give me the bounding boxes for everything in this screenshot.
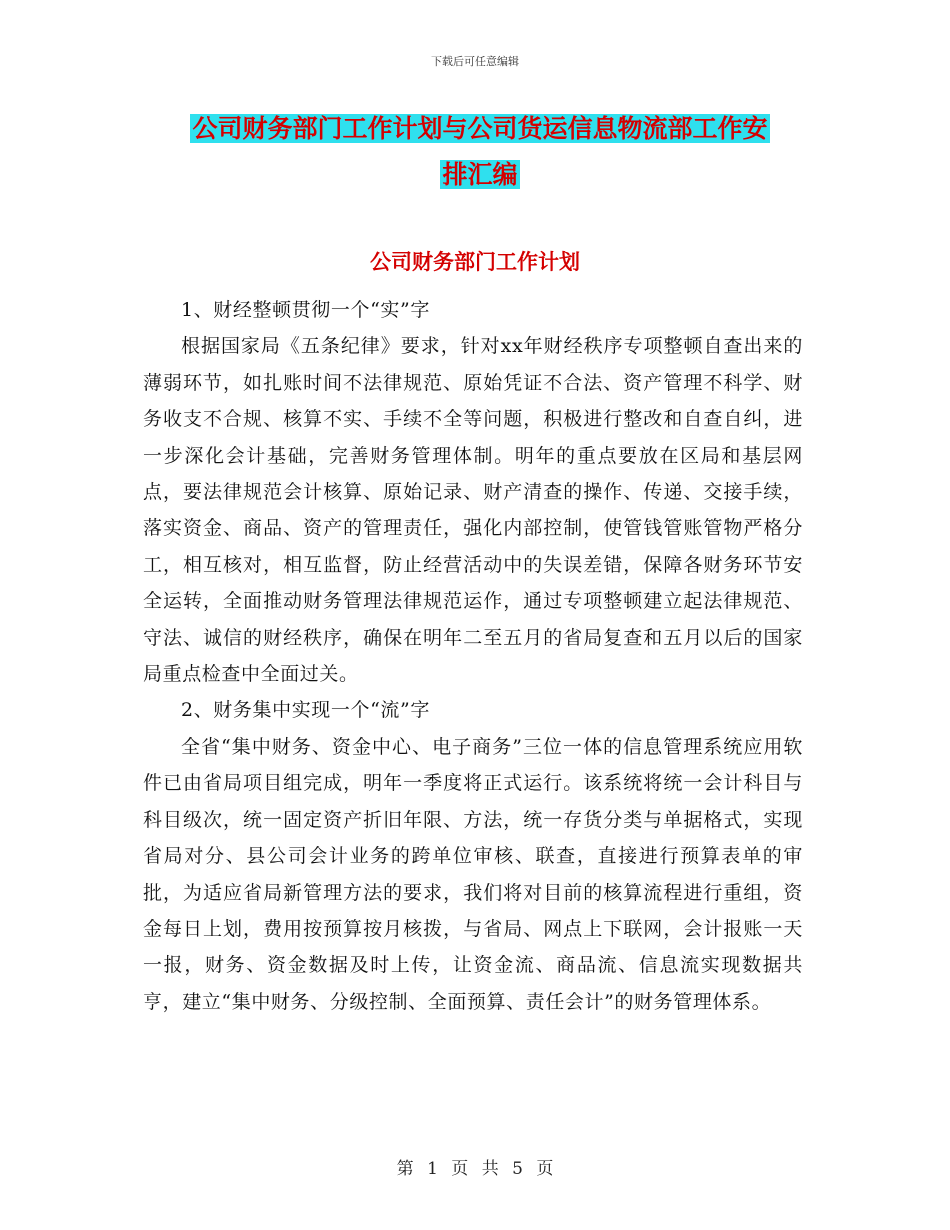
paragraph-heading-2: 2、财务集中实现一个“流”字 (181, 699, 430, 722)
footer-page-number: 1 (427, 1159, 438, 1179)
body-text (143, 292, 803, 1020)
header-note: 下载后可任意编辑 (431, 55, 519, 68)
document-title-line-1: 公司财务部门工作计划与公司货运信息物流部工作安 (192, 114, 768, 143)
footer-page-word: 页 (451, 1159, 469, 1179)
paragraph-2: 全省“集中财务、资金中心、电子商务”三位一体的信息管理系统应用软件已由省局项目组完成，明年一季度将正式运行。该系统将统一会计科目与科目级次，统一固定资产折旧年限、方法，统一存货分类与单据格式，实现省局对分、县公司会计业务的跨单位审核、联查，直接进行预算表单的审批，为适应省局新管理方法的要求，我们将对目前的核算流程进行重组，资金每日上划，费用按预算按月核拨，与省局、网点上下联网，会计报账一天一报，财务、资金数据及时上传，让资金流、商品流、信息流实现数据共亨，建立“集中财务、分级控制、全面预算、责任会计”的财务管理体系。 (143, 735, 803, 1013)
footer-total-word: 共 (481, 1159, 499, 1179)
footer-prefix: 第 (396, 1159, 414, 1179)
page-footer (0, 1154, 950, 1179)
paragraph-1: 根据国家局《五条纪律》要求，针对xx年财经秩序专项整顿自查出来的薄弱环节，如扎账时间不法律规范、原始凭证不合法、资产管理不科学、财务收支不合规、核算不实、手续不全等问题，积极进行整改和自查自纠，进一步深化会计基础，完善财务管理体制。明年的重点要放在区局和基层网点，要法律规范会计核算、原始记录、财产清查的操作、传递、交接手续，落实资金、商品、资产的管理责任，强化内部控制，使管钱管账管物严格分工，相互核对，相互监督，防止经营活动中的失误差错，保障各财务环节安全运转，全面推动财务管理法律规范运作，通过专项整顿建立起法律规范、守法、诚信的财经秩序，确保在明年二至五月的省局复查和五月以后的国家局重点检查中全面过关。 (143, 335, 803, 686)
document-title-line-2: 排汇编 (442, 160, 518, 189)
document-title (150, 106, 810, 198)
footer-suffix: 页 (536, 1159, 554, 1179)
section-title: 公司财务部门工作计划 (370, 250, 580, 274)
footer-total-pages: 5 (512, 1159, 523, 1179)
paragraph-heading-1: 1、财经整顿贯彻一个“实”字 (181, 299, 430, 321)
